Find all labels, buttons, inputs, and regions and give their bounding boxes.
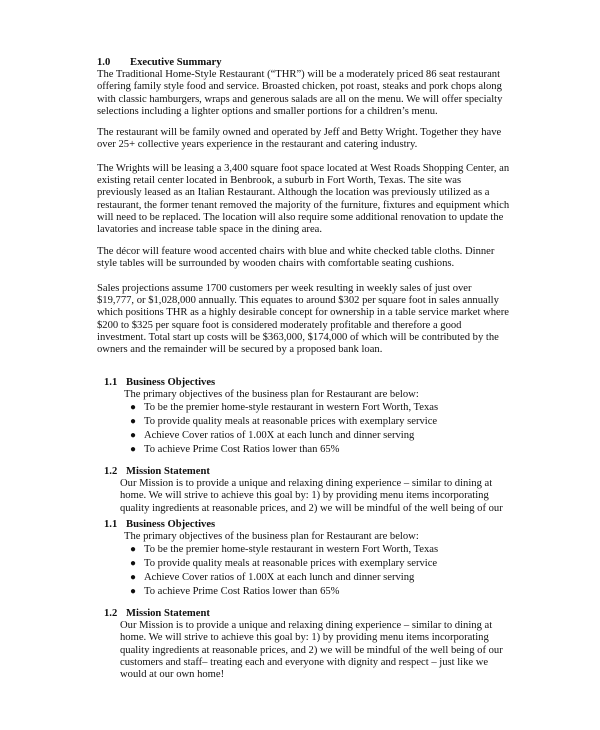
- text-line: Sales projections assume 1700 customers per week resulting in weekly sales of just over: [97, 283, 472, 294]
- text-line: which positions THR as a highly desirable concept for ownership in a table service market where: [97, 307, 509, 319]
- list-item-text: To achieve Prime Cost Ratios lower than 65%: [144, 444, 340, 456]
- paragraph-intro: [97, 69, 512, 118]
- list-item: [124, 415, 514, 429]
- bullet-icon: ●: [130, 572, 137, 584]
- objectives-intro: The primary objectives of the business plan for Restaurant are below:: [124, 531, 419, 543]
- text-line: with classic hamburgers, wraps and generous salads are all on the menu. We will offer specialty: [97, 93, 503, 105]
- text-line: selections including a lighter options and smaller portions for a children’s menu.: [97, 105, 438, 117]
- executive-summary-section: [97, 57, 512, 118]
- text-line: The restaurant will be family owned and operated by Jeff and Betty Wright. Together they have: [97, 127, 502, 138]
- text-line: The décor will feature wood accented chairs with blue and white checked table cloths. Dinner: [97, 246, 495, 257]
- section-title: Executive Summary: [130, 57, 222, 68]
- subsection-number: 1.1: [104, 377, 118, 388]
- text-line: existing retail center located in Benbrook, a suburb in Fort Worth, Texas. The site was: [97, 175, 462, 187]
- text-line: offering family style food and service. Broasted chicken, pot roast, steaks and pork chops along: [97, 81, 502, 93]
- list-item-text: Achieve Cover ratios of 1.00X at each lunch and dinner serving: [144, 430, 415, 442]
- subsection-number: 1.2: [104, 466, 118, 477]
- list-item: [124, 557, 514, 571]
- list-item: [124, 401, 514, 415]
- bullet-icon: ●: [130, 416, 137, 428]
- bullet-icon: ●: [130, 402, 137, 414]
- text-line: quality ingredients at reasonable prices, and 2) we will be mindful of the well being of our: [120, 502, 503, 514]
- text-line: lavatories and increase table space in the dining area.: [97, 224, 323, 236]
- text-line: quality ingredients at reasonable prices, and 2) we will be mindful of the well being of our: [120, 644, 503, 656]
- subsection-number: 1.1: [104, 519, 118, 530]
- subsection-title: Business Objectives: [126, 377, 216, 388]
- list-item-text: To provide quality meals at reasonable prices with exemplary service: [144, 558, 438, 570]
- list-item-text: To be the premier home-style restaurant in western Fort Worth, Texas: [144, 402, 439, 414]
- text-line: previously leased as an Italian Restaurant. Although the location was previously utilized as a: [97, 187, 490, 199]
- text-line: owners and the remainder will be secured by a proposed bank loan.: [97, 344, 383, 356]
- text-line: will need to be replaced. The location will also require some additional renovation to update the: [97, 211, 504, 223]
- text-line: restaurant, the former tenant removed the majority of the furniture, fixtures and equipment which: [97, 199, 510, 211]
- bullet-icon: ●: [130, 558, 137, 570]
- paragraph-owners: [97, 127, 512, 151]
- text-line: $200 to $325 per square foot is considered moderately profitable and therefore a good: [97, 319, 462, 331]
- text-line: The Traditional Home-Style Restaurant (“THR”) will be a moderately priced 86 seat restaurant: [97, 69, 501, 81]
- list-item-text: To provide quality meals at reasonable prices with exemplary service: [144, 416, 438, 428]
- paragraph-decor: [97, 246, 512, 270]
- section-heading: [97, 57, 512, 69]
- subsection-body: [104, 531, 514, 599]
- text-line: The Wrights will be leasing a 3,400 square foot space located at West Roads Shopping Center, an: [97, 163, 510, 174]
- bullet-icon: ●: [130, 444, 137, 456]
- list-item: [124, 543, 514, 557]
- bullet-icon: ●: [130, 430, 137, 442]
- mission-statement-section: [104, 466, 514, 515]
- list-item-text: Achieve Cover ratios of 1.00X at each lunch and dinner serving: [144, 572, 415, 584]
- objectives-intro: The primary objectives of the business plan for Restaurant are below:: [124, 389, 419, 401]
- subsection-heading: [104, 466, 514, 478]
- subsection-heading: [104, 608, 514, 620]
- subsection-title: Mission Statement: [126, 466, 210, 477]
- list-item: [124, 429, 514, 443]
- text-line: $19,777, or $1,028,000 annually. This equates to around $302 per square foot in sales annually: [97, 295, 499, 307]
- text-line: over 25+ collective years experience in the restaurant and catering industry.: [97, 139, 418, 151]
- list-item: [124, 585, 514, 599]
- list-item: [124, 443, 514, 457]
- text-line: customers and staff– treating each and everyone with dignity and respect – just like we: [120, 656, 489, 668]
- paragraph-sales: [97, 283, 512, 356]
- mission-statement-section-repeat: [104, 608, 514, 681]
- text-line: investment. Total start up costs will be $363,000, $174,000 of which will be contributed by the: [97, 331, 499, 343]
- subsection-heading: [104, 519, 514, 531]
- subsection-title: Business Objectives: [126, 519, 216, 530]
- subsection-number: 1.2: [104, 608, 118, 619]
- text-line: Our Mission is to provide a unique and relaxing dining experience – similar to dining at: [120, 620, 493, 632]
- text-line: would at our own home!: [120, 669, 225, 681]
- list-item: [124, 571, 514, 585]
- text-line: home. We will strive to achieve this goal by: 1) by providing menu items incorporating: [120, 490, 489, 502]
- subsection-body: [104, 389, 514, 457]
- list-item-text: To be the premier home-style restaurant in western Fort Worth, Texas: [144, 544, 439, 556]
- subsection-body: [104, 620, 514, 681]
- subsection-title: Mission Statement: [126, 608, 210, 619]
- bullet-icon: ●: [130, 586, 137, 598]
- subsection-body: [104, 478, 514, 515]
- list-item-text: To achieve Prime Cost Ratios lower than 65%: [144, 586, 340, 598]
- business-objectives-section-repeat: [104, 519, 514, 599]
- bullet-icon: ●: [130, 544, 137, 556]
- objectives-list: [124, 401, 514, 457]
- business-objectives-section: [104, 377, 514, 457]
- objectives-list: [124, 543, 514, 599]
- subsection-heading: [104, 377, 514, 389]
- text-line: home. We will strive to achieve this goal by: 1) by providing menu items incorporating: [120, 632, 489, 644]
- text-line: Our Mission is to provide a unique and relaxing dining experience – similar to dining at: [120, 478, 493, 490]
- section-number: 1.0: [97, 57, 111, 68]
- paragraph-location: [97, 163, 512, 236]
- text-line: style tables will be surrounded by wooden chairs with comfortable seating cushions.: [97, 258, 455, 270]
